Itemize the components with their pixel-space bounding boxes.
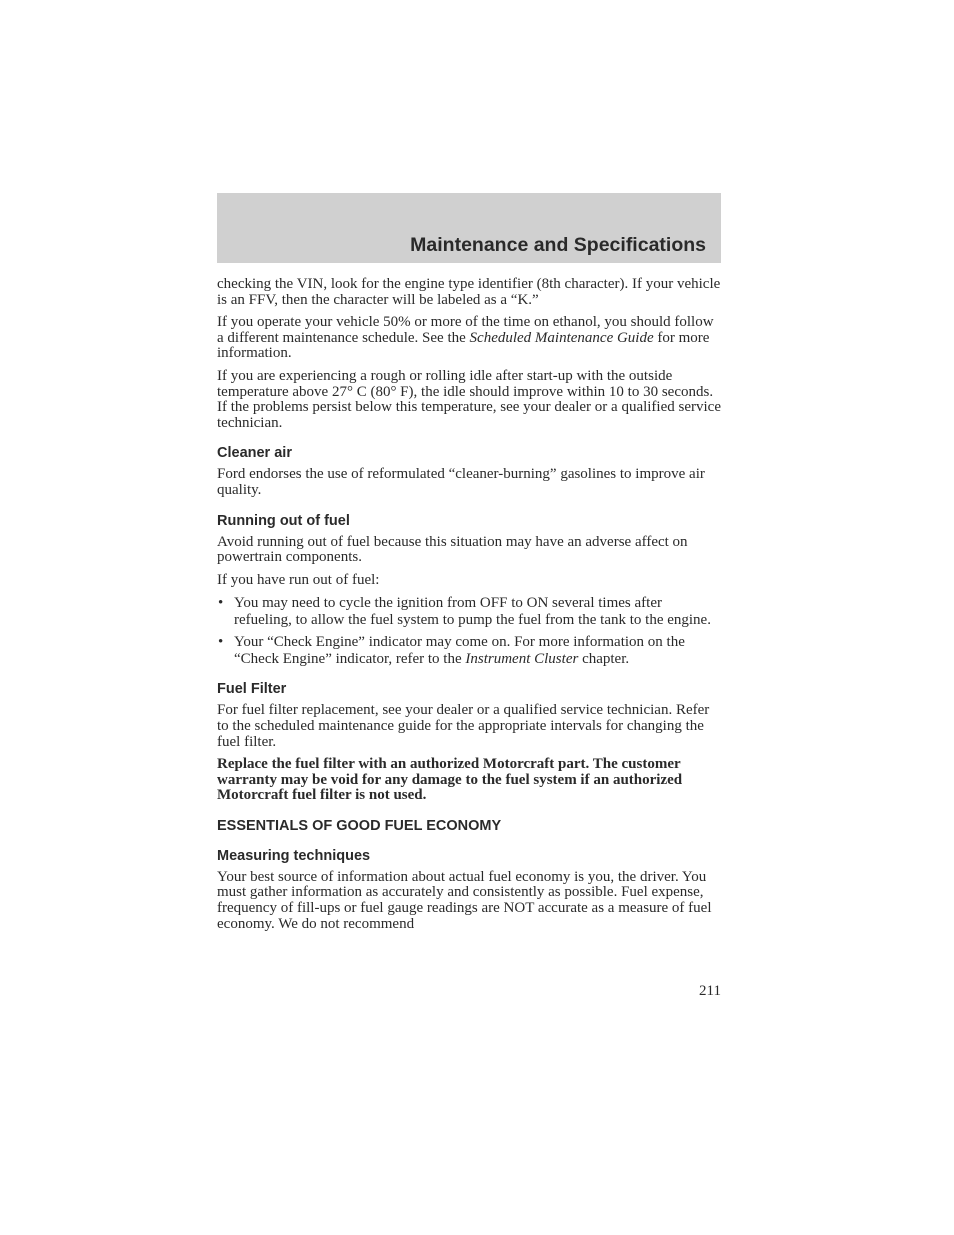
bullet-text-check-engine-b: chapter.	[578, 650, 630, 667]
paragraph-fuel-filter: For fuel filter replacement, see your dealer or a qualified service technician. Refer to the scheduled maintenance guide for the appropriate intervals for changing the fuel filter.	[217, 702, 710, 750]
paragraph-ethanol-text-b: for more information.	[217, 329, 710, 362]
paragraph-vin: checking the VIN, look for the engine type identifier (8th character). If your vehicle is an FFV, then the character will be labeled as a “K.”	[217, 276, 721, 308]
heading-running-out-of-fuel: Running out of fuel	[217, 512, 350, 529]
heading-measuring-techniques: Measuring techniques	[217, 847, 371, 864]
bullet-text-check-engine-a: Your “Check Engine” indicator may come on. For more information on the “Check Engine” indicator, refer to the	[234, 634, 685, 667]
bullet-icon: •	[218, 595, 224, 612]
paragraph-ethanol	[217, 315, 721, 362]
paragraph-rough-idle: If you are experiencing a rough or rolling idle after start-up with the outside temperature above 27° C (80° F), the idle should improve within 10 to 30 seconds. If the problems persist below this temperature, see your dealer or a qualified service technician.	[217, 367, 721, 431]
section-title: Maintenance and Specifications	[410, 234, 706, 256]
fuel-filter-warning: Replace the fuel filter with an authorized Motorcraft part. The customer warranty may be void for any damage to the fuel system if an authorized Motorcraft fuel filter is not used.	[217, 756, 683, 804]
page-body	[217, 277, 721, 939]
bullet-icon: •	[218, 634, 224, 651]
scheduled-maintenance-guide-reference: Scheduled Maintenance Guide	[469, 329, 654, 346]
bullet-text-cycle-ignition: You may need to cycle the ignition from OFF to ON several times after refueling, to allow the fuel system to pump the fuel from the tank to the engine.	[234, 595, 711, 628]
paragraph-measuring: Your best source of information about actual fuel economy is you, the driver. You must gather information as accurately and consistently as possible. Fuel expense, frequency of fill-ups or fuel gauge readings are NOT accurate as a measure of fuel economy. We do not recommend	[217, 868, 712, 932]
list-item	[217, 634, 721, 667]
page-number: 211	[699, 983, 721, 999]
list-item	[217, 595, 721, 628]
instrument-cluster-reference: Instrument Cluster	[465, 650, 579, 667]
paragraph-cleaner-air: Ford endorses the use of reformulated “cleaner-burning” gasolines to improve air quality.	[217, 466, 705, 498]
heading-fuel-filter: Fuel Filter	[217, 681, 287, 698]
paragraph-run-out-intro: If you have run out of fuel:	[217, 571, 380, 588]
section-header-band	[217, 193, 721, 263]
heading-essentials-fuel-economy: ESSENTIALS OF GOOD FUEL ECONOMY	[217, 817, 502, 834]
paragraph-ethanol-text-a: If you operate your vehicle 50% or more of the time on ethanol, you should follow a different maintenance schedule. See the	[217, 314, 714, 346]
run-out-bullet-list	[217, 595, 721, 667]
paragraph-running-out: Avoid running out of fuel because this situation may have an adverse affect on powertrain components.	[217, 533, 688, 566]
heading-cleaner-air: Cleaner air	[217, 445, 292, 462]
